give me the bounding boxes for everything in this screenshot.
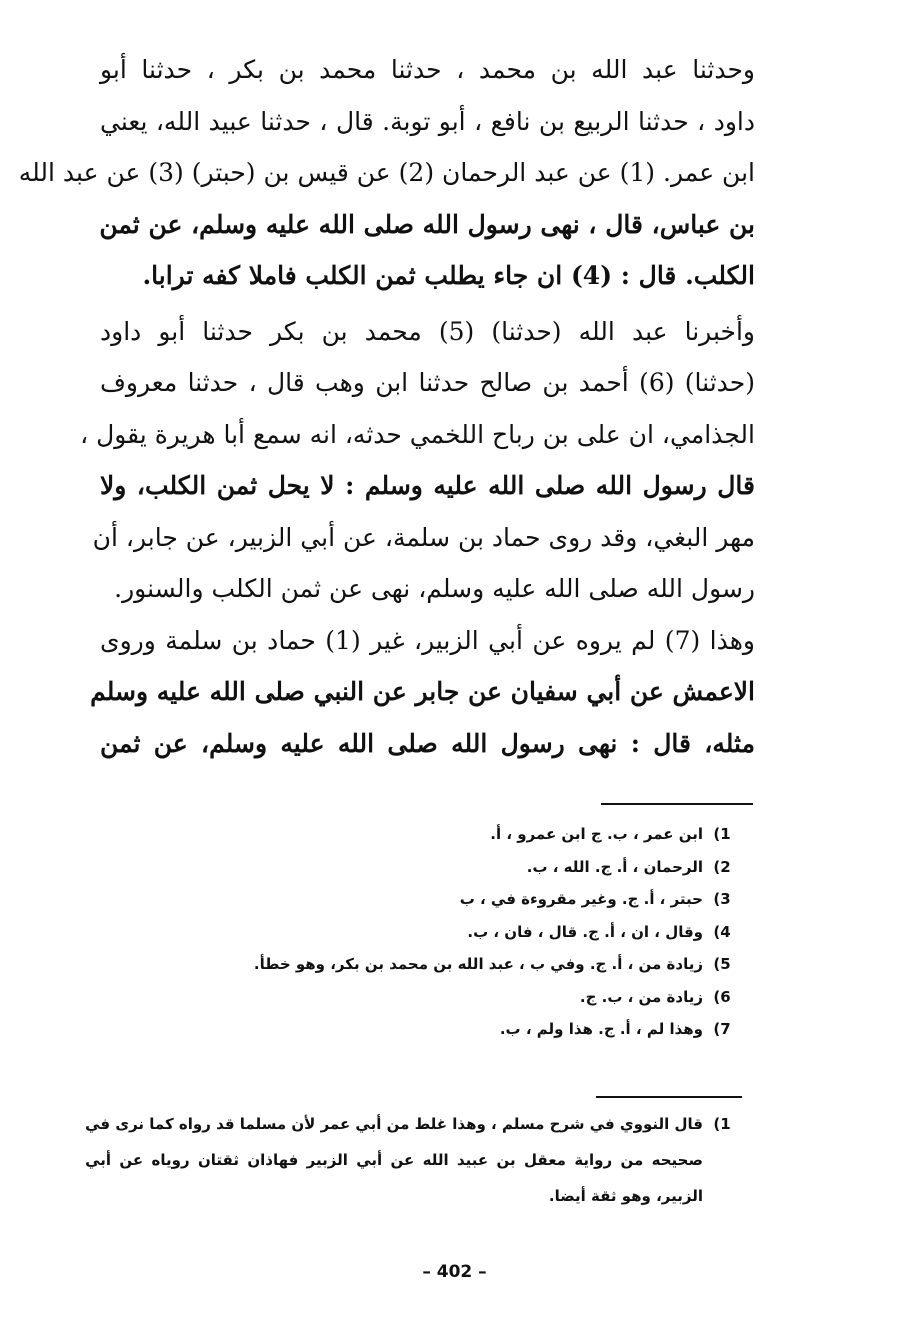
- note-item: [181, 916, 741, 949]
- footnote-line: قال النووي في شرح مسلم ، وهذا غلط من أبي عمر لأن مسلما قد رواه كما نرى في: [85, 1115, 703, 1133]
- note-number: 3): [713, 890, 731, 908]
- note-number: 4): [713, 922, 731, 941]
- footnote-body: [85, 1106, 703, 1214]
- note-item: [181, 883, 741, 916]
- note-text: وقال ، ان ، أ. ج. قال ، فان ، ب.: [467, 922, 703, 941]
- footnote: [85, 1106, 741, 1214]
- text-line: داود ، حدثنا الربيع بن نافع ، أبو توبة. قال ، حدثنا عبيد الله، يعني: [100, 106, 755, 136]
- note-item: [181, 851, 741, 884]
- note-text: ابن عمر ، ب. ج ابن عمرو ، أ.: [490, 825, 703, 843]
- text-line: (حدثنا) (6) أحمد بن صالح حدثنا ابن وهب قال ، حدثنا معروف: [100, 368, 756, 397]
- footnote-line: الزبير، وهو ثقة أيضا.: [548, 1187, 703, 1205]
- note-number: 5): [713, 955, 731, 973]
- notes-divider: [601, 803, 753, 805]
- text-line: بن عباس، قال ، نهى رسول الله صلى الله عليه وسلم، عن ثمن: [99, 209, 755, 239]
- main-text: [18, 44, 756, 769]
- note-text: زيادة من ، ب. ج.: [579, 987, 703, 1006]
- note-number: 1): [713, 825, 731, 843]
- text-line: الاعمش عن أبي سفيان عن جابر عن النبي صلى الله عليه وسلم: [90, 677, 755, 706]
- text-line: وهذا (7) لم يروه عن أبي الزبير، غير (1) حماد بن سلمة وروى: [100, 625, 755, 655]
- note-text: الرحمان ، أ. ج. الله ، ب.: [526, 857, 703, 876]
- note-number: 2): [713, 857, 731, 876]
- text-line: ابن عمر. (1) عن عبد الرحمان (2) عن قيس بن (حبتر) (3) عن عبد الله: [18, 158, 755, 187]
- note-text: زيادة من ، أ. ج. وفي ب ، عبد الله بن محمد بن بكر، وهو خطأ.: [253, 955, 703, 973]
- text-line: مثله، قال : نهى رسول الله صلى الله عليه وسلم، عن ثمن: [100, 728, 755, 758]
- note-text: وهذا لم ، أ. ج. هذا ولم ، ب.: [499, 1020, 703, 1038]
- footnote-divider: [596, 1096, 742, 1098]
- note-item: [181, 948, 741, 981]
- note-item: [181, 981, 741, 1014]
- text-line: مهر البغي، وقد روى حماد بن سلمة، عن أبي الزبير، عن جابر، أن: [92, 522, 755, 552]
- text-line: الكلب. قال : (4) ان جاء يطلب ثمن الكلب فاملا كفه ترابا.: [142, 261, 755, 290]
- text-line: وأخبرنا عبد الله (حدثنا) (5) محمد بن بكر حدثنا أبو داود: [100, 316, 755, 346]
- note-number: 6): [713, 987, 731, 1006]
- note-item: [181, 818, 741, 851]
- variant-notes: [181, 818, 741, 1046]
- text-line: رسول الله صلى الله عليه وسلم، نهى عن ثمن الكلب والسنور.: [114, 574, 755, 603]
- note-text: حبتر ، أ. ج. وغير مقروءة في ، ب: [459, 890, 703, 908]
- note-item: [181, 1013, 741, 1046]
- text-line: الجذامي، ان على بن رباح اللخمي حدثه، انه سمع أبا هريرة يقول ،: [80, 419, 755, 449]
- text-line: قال رسول الله صلى الله عليه وسلم : لا يحل ثمن الكلب، ولا: [100, 471, 755, 500]
- footnote-number: 1): [713, 1115, 731, 1133]
- text-line: وحدثنا عبد الله بن محمد ، حدثنا محمد بن بكر ، حدثنا أبو: [100, 55, 755, 84]
- note-number: 7): [713, 1020, 731, 1038]
- footnote-line: صحيحه من رواية معقل بن عبيد الله عن أبي الزبير فهاذان ثقتان روياه عن أبي: [85, 1151, 703, 1169]
- page-number: – 402 –: [422, 1262, 487, 1282]
